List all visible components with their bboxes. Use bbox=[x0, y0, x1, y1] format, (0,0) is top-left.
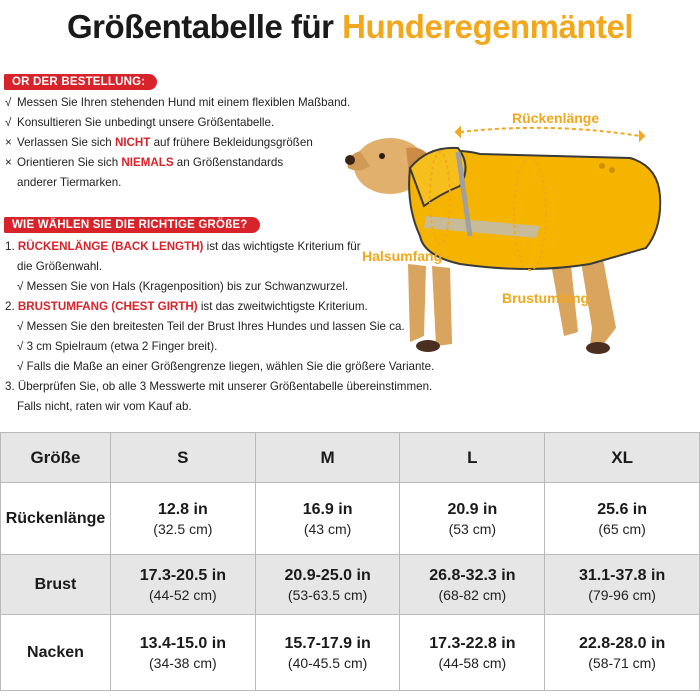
choose-line-8: 3. Überprüfen Sie, ob alle 3 Messwerte mit unserer Größentabelle übereinstimmen. bbox=[5, 380, 433, 393]
table-cell: 26.8-32.3 in (68-82 cm) bbox=[400, 555, 545, 615]
dog-image bbox=[340, 96, 700, 376]
order-line-1 bbox=[5, 96, 350, 110]
order-text-4b: an Größenstandards bbox=[173, 156, 284, 169]
choose-text-4: ist das zweitwichtigste Kriterium. bbox=[197, 300, 368, 313]
table-row bbox=[1, 555, 700, 615]
table-cell: 25.6 in (65 cm) bbox=[545, 483, 700, 555]
dog-raincoat-illustration bbox=[340, 96, 700, 376]
table-cell: 16.9 in (43 cm) bbox=[255, 483, 400, 555]
order-text-3a: Verlassen Sie sich bbox=[17, 136, 115, 149]
table-cell: 17.3-20.5 in (44-52 cm) bbox=[110, 555, 255, 615]
choose-line-3: √ Messen Sie von Hals (Kragenposition) bis zur Schwanzwurzel. bbox=[17, 280, 349, 293]
step-number-1: 1. bbox=[5, 240, 15, 253]
section-heading-order: OR DER BESTELLUNG: bbox=[4, 74, 157, 90]
order-line-3 bbox=[5, 136, 313, 150]
row-label-back-length: Rückenlänge bbox=[1, 483, 111, 555]
choose-line-6: √ 3 cm Spielraum (etwa 2 Finger breit). bbox=[17, 340, 218, 353]
table-cell: 17.3-22.8 in (44-58 cm) bbox=[400, 615, 545, 691]
order-text-1: Messen Sie Ihren stehenden Hund mit einem flexiblen Maßband. bbox=[17, 96, 351, 109]
order-strong-niemals: NIEMALS bbox=[121, 156, 174, 169]
table-row bbox=[1, 483, 700, 555]
header-size: Größe bbox=[1, 433, 111, 483]
step-number-2: 2. bbox=[5, 300, 15, 313]
size-table bbox=[0, 432, 700, 691]
check-icon: √ bbox=[5, 116, 12, 129]
header-m: M bbox=[255, 433, 400, 483]
choose-line-7: √ Falls die Maße an einer Größengrenze liegen, wählen Sie die größere Variante. bbox=[17, 360, 435, 373]
title-main: Größentabelle für bbox=[66, 8, 343, 45]
choose-line-2: die Größenwahl. bbox=[17, 260, 103, 273]
header-s: S bbox=[110, 433, 255, 483]
table-cell: 20.9-25.0 in (53-63.5 cm) bbox=[255, 555, 400, 615]
label-neck: Halsumfang bbox=[362, 248, 443, 264]
header-xl: XL bbox=[545, 433, 700, 483]
section-heading-choose: WIE WÄHLEN SIE DIE RICHTIGE GRÖßE? bbox=[4, 217, 260, 233]
chest-girth-strong: BRUSTUMFANG (CHEST GIRTH) bbox=[17, 300, 198, 313]
choose-line-4 bbox=[5, 300, 368, 314]
order-text-3b: auf frühere Bekleidungsgrößen bbox=[150, 136, 313, 149]
cross-icon: × bbox=[5, 136, 12, 149]
title-accent: Hunderegenmäntel bbox=[342, 8, 634, 45]
page-title bbox=[0, 8, 700, 46]
order-text-2: Konsultieren Sie unbedingt unsere Größentabelle. bbox=[17, 116, 275, 129]
cross-icon: × bbox=[5, 156, 12, 169]
table-cell: 12.8 in (32.5 cm) bbox=[110, 483, 255, 555]
table-cell: 15.7-17.9 in (40-45.5 cm) bbox=[255, 615, 400, 691]
order-line-2 bbox=[5, 116, 274, 130]
row-label-chest: Brust bbox=[1, 555, 111, 615]
order-text-4a: Orientieren Sie sich bbox=[17, 156, 122, 169]
choose-text-1: ist das wichtigste Kriterium für bbox=[203, 240, 361, 253]
choose-line-1 bbox=[5, 240, 361, 254]
header-l: L bbox=[400, 433, 545, 483]
back-length-strong: RÜCKENLÄNGE (BACK LENGTH) bbox=[17, 240, 204, 253]
table-row bbox=[1, 615, 700, 691]
order-line-5: anderer Tiermarken. bbox=[17, 176, 122, 189]
label-back-length: Rückenlänge bbox=[512, 110, 600, 126]
table-cell: 31.1-37.8 in (79-96 cm) bbox=[545, 555, 700, 615]
order-strong-nicht: NICHT bbox=[114, 136, 151, 149]
table-cell: 13.4-15.0 in (34-38 cm) bbox=[110, 615, 255, 691]
check-icon: √ bbox=[5, 96, 12, 109]
order-line-4 bbox=[5, 156, 283, 170]
table-cell: 22.8-28.0 in (58-71 cm) bbox=[545, 615, 700, 691]
table-header-row bbox=[1, 433, 700, 483]
label-chest: Brustumfang bbox=[502, 290, 590, 306]
choose-line-5: √ Messen Sie den breitesten Teil der Brust Ihres Hundes und lassen Sie ca. bbox=[17, 320, 405, 333]
choose-line-9: Falls nicht, raten wir vom Kauf ab. bbox=[17, 400, 192, 413]
table-cell: 20.9 in (53 cm) bbox=[400, 483, 545, 555]
row-label-neck: Nacken bbox=[1, 615, 111, 691]
